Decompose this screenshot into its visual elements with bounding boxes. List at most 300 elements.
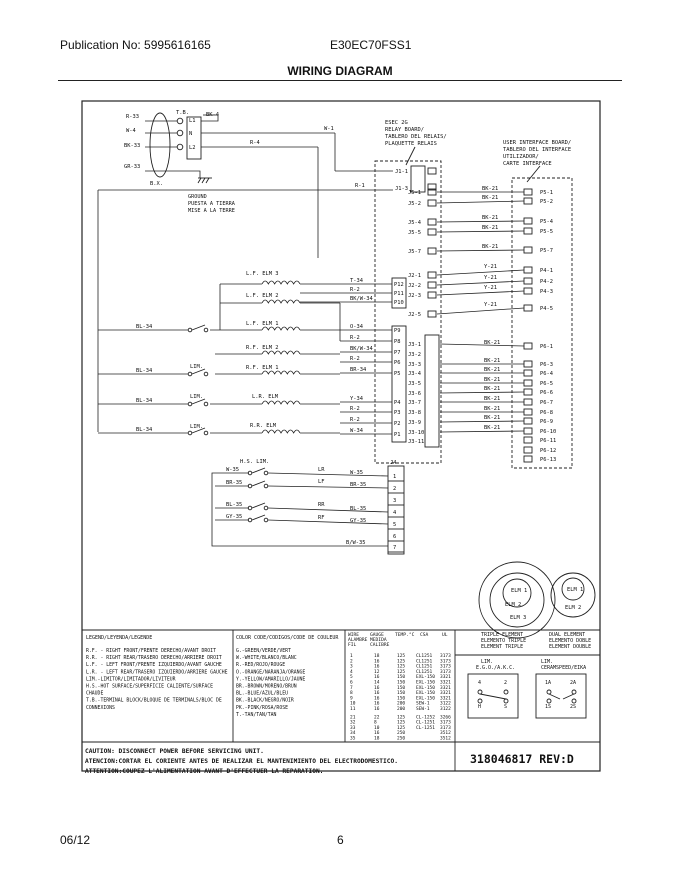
wire-table-cell: 125: [397, 720, 406, 726]
wire-table-cell: 10: [350, 701, 356, 707]
color-code-entry: G.-GREEN/VERDE/VERT: [236, 649, 291, 654]
legend-entry: LIM.-LIMITOR/LIMITADOR/LIVITEUR: [86, 677, 176, 683]
limiter-ceramspeed-diagram: [536, 674, 586, 718]
wire-hs: [268, 520, 388, 524]
wire-hs-label: W-35: [226, 467, 239, 473]
wire-table-cell: 3321: [440, 696, 451, 702]
limiter-terminal-label: H: [478, 704, 482, 710]
pin-label: P6-9: [540, 419, 553, 425]
wire-table-cell: 32: [350, 720, 356, 726]
element-label: L.F. ELM 3: [246, 271, 279, 277]
hot-surface-switch-terminal: [264, 518, 268, 522]
wire-table-cell: 35: [350, 736, 356, 742]
pin: [524, 428, 532, 434]
color-code-entry: T.-TAN/TAN/TAN: [236, 712, 277, 718]
limiter-contact: [563, 694, 574, 699]
wire-table-cell: 250: [397, 736, 406, 742]
limiter-lr-terminal: [204, 402, 208, 406]
wire-table-cell: 125: [397, 669, 406, 675]
wire-bl34-label: BL-34: [136, 398, 153, 404]
wire-table-cell: 3321: [440, 691, 451, 697]
wire-bk21-label: BK-21: [484, 415, 501, 421]
supply-wire-label: R-33: [126, 114, 139, 120]
triple-element-title: TRIPLE ELEMENT: [481, 632, 524, 638]
wire-table-cell: SEW-1: [416, 707, 430, 712]
wire-table-cell: 5: [350, 675, 353, 681]
limiter-rr-terminal: [204, 431, 208, 435]
hot-surface-limiter-label: H.S. LIM.: [240, 459, 270, 465]
wire-table-cell: 3173: [440, 659, 451, 665]
wire-table-cell: 12: [374, 669, 380, 675]
pin-label: 6: [393, 534, 397, 540]
wire-table-cell: CL1251: [416, 664, 433, 670]
pin-label: J5-4: [408, 220, 421, 226]
wire-table-cell: 21: [350, 715, 356, 721]
wire-bk21-label: BK-21: [484, 396, 501, 402]
ground-symbol: [202, 178, 205, 183]
limiter-contact: [480, 694, 506, 699]
wire-element-label: W-34: [350, 428, 363, 434]
element-label: R.F. ELM 1: [246, 365, 279, 371]
wire-table-cell: 16: [374, 659, 380, 665]
wire-y21: [437, 281, 524, 285]
pin: [524, 198, 532, 204]
legend-title: LEGEND/LEYENDA/LEGENDE: [86, 635, 153, 641]
element-label: R.R. ELM: [250, 423, 276, 429]
pin-label: P8: [394, 339, 401, 345]
wire-bk21-label: BK-21: [484, 358, 501, 364]
wire-element-label: T-34: [350, 278, 363, 284]
wire-bk21-label: BK-21: [484, 386, 501, 392]
wire-table-cell: 125: [397, 654, 406, 659]
wire-table-cell: 1: [350, 654, 353, 659]
limiter-terminal: [572, 690, 576, 694]
pin: [428, 282, 436, 288]
legend-entry: T.B.-TERMINAL BLOCK/BLOQUE DE TERMINALS/BLOC DE: [86, 698, 222, 704]
wire-table-cell: 4: [350, 669, 353, 675]
wire-table-cell: 3173: [440, 725, 451, 731]
limiter-lf-contact: [192, 325, 205, 330]
terminal-l1-label: L1: [189, 118, 196, 124]
pin-label: P2: [394, 421, 401, 427]
wire-table-cell: 33: [350, 725, 356, 731]
legend-entry: R.F. - RIGHT FRONT/FRENTE DERECHO/AVANT DROIT: [86, 649, 216, 654]
wire-table-cell: 2: [350, 659, 353, 665]
bx-label: B.X.: [150, 181, 163, 187]
wire-table-cell: CL-1251: [416, 720, 435, 726]
limiter-terminal: [478, 699, 482, 703]
wire-table-header: GAUGE: [370, 633, 384, 638]
ui-board-title: CARTE INTERFACE: [503, 161, 552, 167]
pin-label: 5: [393, 522, 397, 528]
connector-j3: [425, 335, 439, 447]
wire-y21-label: Y-21: [484, 275, 497, 281]
limiter-type-label: CERAMSPEED/EIKA: [541, 665, 587, 671]
element-lf1-coil: [262, 327, 300, 330]
limiter-terminal: [547, 699, 551, 703]
limiter-type-label: LIM.: [541, 659, 554, 665]
wire-table-cell: 3321: [440, 675, 451, 681]
wire-bk21-label: BK-21: [484, 425, 501, 431]
pin-label: P6-13: [540, 457, 557, 463]
label-layer: [85, 110, 591, 775]
element-lf3-coil: [262, 281, 300, 284]
wire-table-cell: EXL-150: [416, 696, 435, 702]
wire-table-cell: 3122: [440, 707, 451, 712]
element-rf2-coil: [262, 351, 300, 354]
wire-bk21-label: BK-21: [484, 340, 501, 346]
wire-table-cell: 3512: [440, 731, 451, 737]
pin-label: J3-9: [408, 420, 421, 426]
supply-wire-label: GR-33: [124, 164, 141, 170]
ui-board-title: USER INTERFACE BOARD/: [503, 140, 572, 146]
wire-table-header: UL: [442, 633, 448, 638]
wire-table-cell: 14: [374, 680, 380, 686]
hot-surface-switch-contact: [252, 503, 265, 508]
relay-board-leader: [406, 147, 415, 165]
pin: [524, 305, 532, 311]
dual-element-title: DUAL ELEMENT: [549, 632, 586, 638]
pin: [524, 288, 532, 294]
pin-label: P6-3: [540, 362, 553, 368]
wire-element-label: Y-34: [350, 396, 363, 402]
pin-label: J1-3: [395, 186, 408, 192]
triple-element-title: ELEMENTO TRIPLE: [481, 638, 527, 644]
wire-table-cell: CL1251: [416, 654, 433, 659]
hs-position-label: RR: [318, 502, 325, 508]
limiter-type-label: LIM.: [481, 659, 494, 665]
wire-table-cell: 3173: [440, 720, 451, 726]
pin-label: J3-10: [408, 430, 425, 436]
wire-y21-label: Y-21: [484, 285, 497, 291]
wire-hs-label: BR-35: [226, 480, 243, 486]
legend-entry: L.R. - LEFT REAR/TRASERO IZQUIERDO/ARRIERE GAUCHE: [86, 670, 228, 676]
pin-label: 3: [393, 498, 397, 504]
pin-label: 7: [393, 545, 397, 551]
wire-bk21-label: BK-21: [482, 244, 499, 250]
wire-table-cell: CL1251: [416, 659, 433, 665]
triple-element-title: ELEMENT TRIPLE: [481, 644, 524, 650]
wire-table-cell: 3173: [440, 654, 451, 659]
ui-board-title: TABLERO DEL INTERFACE: [503, 147, 572, 153]
pin-label: J2-2: [408, 283, 421, 289]
legend-entry: L.F. - LEFT FRONT/FRENTE IZQUIERDO/AVANT GAUCHE: [86, 663, 222, 669]
pin-label: P4: [394, 400, 401, 406]
pin-label: 2: [393, 486, 397, 492]
element-label: R.F. ELM 2: [246, 345, 279, 351]
wire-table-cell: 6: [350, 680, 353, 686]
legend-entry: H.S.-HOT SURFACE/SUPERFICIE CALIENTE/SURFACE: [86, 684, 214, 690]
limiter-label: LIM.: [190, 364, 203, 370]
pin-label: P5: [394, 371, 401, 377]
wire-table-cell: EXL-150: [416, 675, 435, 681]
limiter-type-label: E.G.O./A.K.C.: [476, 665, 516, 671]
wire-table-cell: 11: [350, 707, 356, 712]
wire-table-header: MEDIDA: [370, 638, 387, 643]
wire-element-label: R-2: [350, 356, 360, 362]
hot-surface-switch-contact: [252, 468, 265, 473]
wire-bk21-label: BK-21: [482, 195, 499, 201]
wire-table-cell: 125: [397, 664, 406, 670]
element-ring-label: ELM 2: [565, 605, 582, 611]
pin-label: P4-2: [540, 279, 553, 285]
wire-bl34-label: BL-34: [136, 427, 153, 433]
part-number: 318046817 REV:D: [470, 752, 574, 766]
wire-ground: [145, 171, 200, 178]
pin-label: P5-5: [540, 229, 553, 235]
pin: [524, 218, 532, 224]
wire-table-cell: 3321: [440, 680, 451, 686]
caution-line: CAUTION: DISCONNECT POWER BEFORE SERVICING UNIT.: [85, 748, 264, 755]
pin-label: P5-4: [540, 219, 553, 225]
wire-element-label: O-34: [350, 324, 363, 330]
element-rf1-coil: [262, 371, 300, 374]
pin: [524, 267, 532, 273]
pin-label: J2-3: [408, 293, 421, 299]
wire-table-cell: 125: [397, 715, 406, 721]
wire-bk21: [437, 231, 524, 232]
element-ring-label: ELM 1: [567, 587, 584, 593]
wire-j4-label: GY-35: [350, 518, 367, 524]
element-lf2-coil: [262, 300, 300, 303]
wire-table-cell: 200: [397, 701, 406, 707]
color-code-entry: BL.-BLUE/AZUL/BLEU: [236, 691, 288, 697]
wire-element-label: BR-34: [350, 367, 367, 373]
limiter-terminal: [572, 699, 576, 703]
wire-table-cell: 150: [397, 685, 406, 691]
pin-label: J1-1: [395, 169, 408, 175]
wire-element-label: BK/W-34: [350, 346, 373, 352]
pin-label: P5-2: [540, 199, 553, 205]
wire-hs: [268, 486, 388, 488]
ground-label: GROUND: [188, 194, 207, 200]
pin: [524, 228, 532, 234]
wire-bk21-label: BK-21: [482, 225, 499, 231]
wire-table-cell: 16: [374, 707, 380, 712]
legend-entry: CHAUDE: [86, 691, 104, 697]
pin: [428, 272, 436, 278]
wire-table-header: ALAMBRE: [348, 638, 368, 643]
wire-bk21: [437, 221, 524, 222]
pin-label: P6-12: [540, 448, 557, 454]
limiter-terminal-label: 2: [504, 680, 508, 686]
terminal-n-label: N: [189, 131, 193, 137]
wire-table-cell: 18: [374, 736, 380, 742]
pin: [524, 247, 532, 253]
pin-label: P7: [394, 350, 401, 356]
pin: [428, 292, 436, 298]
ground-symbol: [206, 178, 209, 183]
wire-hs: [268, 508, 388, 512]
wire-table-cell: CL-1251: [416, 725, 435, 731]
wire-table-cell: 10: [374, 725, 380, 731]
wire-bk21-label: BK-21: [484, 377, 501, 383]
limiter-rr-terminal: [188, 431, 192, 435]
hs-position-label: RF: [318, 515, 325, 521]
wire-table-cell: SEW-1: [416, 701, 430, 707]
wire-table-cell: 8: [374, 720, 377, 726]
wire-bk21: [437, 201, 524, 203]
limiter-lf-terminal: [188, 328, 192, 332]
wire-table-cell: 34: [350, 731, 356, 737]
wire-table-cell: 16: [374, 685, 380, 691]
supply-wire-label: W-4: [126, 128, 136, 134]
wire-table-cell: 7: [350, 685, 353, 691]
supply-cable-sheath: [150, 113, 170, 177]
relay-board-title: ESEC 2G: [385, 120, 408, 126]
wire-table-cell: 150: [397, 696, 406, 702]
pin-label: P12: [394, 282, 404, 288]
wire-bk21: [440, 421, 524, 422]
pin: [524, 389, 532, 395]
wire-y21: [437, 270, 524, 275]
wire-hs: [268, 473, 388, 476]
pin-label: P6-6: [540, 390, 553, 396]
wire-bk21-label: BK-21: [482, 215, 499, 221]
pin-label: J3-6: [408, 391, 421, 397]
pin-label: P1: [394, 432, 401, 438]
pin: [524, 418, 532, 424]
pin-label: P4-3: [540, 289, 553, 295]
wire-j4-label: BR-35: [350, 482, 367, 488]
pin: [428, 168, 436, 174]
wire-table-cell: 3321: [440, 685, 451, 691]
ui-board-title: UTILIZADOR/: [503, 154, 539, 160]
ground-label: MISE A LA TERRE: [188, 208, 235, 214]
wire-y21: [437, 291, 524, 295]
limiter-terminal-label: 2S: [570, 704, 577, 710]
pin-label: J5-2: [408, 201, 421, 207]
wire-table-cell: CL1251: [416, 669, 433, 675]
pin-label: J3-5: [408, 381, 421, 387]
hot-surface-switch-terminal: [264, 484, 268, 488]
pin-label: J3-11: [408, 439, 425, 445]
pin: [428, 229, 436, 235]
pin-label: P6-4: [540, 371, 553, 377]
wire-table-cell: 16: [374, 696, 380, 702]
pin-label: 4: [393, 510, 397, 516]
wire-table-cell: 125: [397, 725, 406, 731]
limiter-terminal: [547, 690, 551, 694]
publication-number: Publication No: 5995616165: [60, 38, 211, 52]
pin-label: J3-3: [408, 362, 421, 368]
pin-label: 1: [393, 474, 397, 480]
terminal-screw: [177, 118, 183, 124]
limiter-terminal-label: 1A: [545, 680, 552, 686]
wire-table-cell: 150: [397, 691, 406, 697]
pin: [524, 343, 532, 349]
caution-line: ATTENTION:COUPEZ L'ALIMENTATION AVANT D'EFFECTUER LA REPARATION.: [85, 768, 324, 775]
page-title: WIRING DIAGRAM: [287, 64, 393, 78]
wire-bk21: [437, 250, 524, 251]
pin: [428, 311, 436, 317]
terminal-l2-label: L2: [189, 145, 196, 151]
wire-table-header: WIRE: [348, 633, 360, 638]
wire-w1-label: W-1: [324, 126, 334, 132]
wire-table-header: CALIBRE: [370, 643, 390, 648]
pin-label: P11: [394, 291, 404, 297]
color-code-entry: O.-ORANGE/NARANJA/ORANGE: [236, 670, 306, 676]
wire-table-cell: 3512: [440, 736, 451, 742]
pin-label: J3-4: [408, 371, 421, 377]
limiter-terminal: [504, 690, 508, 694]
wire-table-cell: 3122: [440, 701, 451, 707]
pin-label: P6: [394, 360, 401, 366]
wire-element-label: BK/W-34: [350, 296, 373, 302]
wire-table-cell: 16: [374, 731, 380, 737]
caution-line: ATENCION:CORTAR EL CORIENTE ANTES DE REALIZAR EL MANTENIMIENTO DEL ELECTRODOMESTICO.: [85, 758, 398, 765]
color-code-entry: PK.-PINK/ROSA/ROSE: [236, 705, 288, 711]
pin: [428, 219, 436, 225]
pin-label: P6-8: [540, 410, 553, 416]
wire-table-cell: CL-1252: [416, 715, 435, 721]
wire-bk21: [440, 344, 524, 346]
pin-label: J3-8: [408, 410, 421, 416]
pin: [428, 200, 436, 206]
wire-element-label: R-2: [350, 406, 360, 412]
wire-j4-label: B/W-35: [346, 540, 366, 546]
pin-label: J2-5: [408, 312, 421, 318]
pin-label: P6-10: [540, 429, 557, 435]
limiter-label: LIM.: [190, 424, 203, 430]
dual-element-title: ELEMENT DOUBLE: [549, 644, 592, 650]
wire-table-cell: EXL-150: [416, 680, 435, 686]
terminal-screw: [177, 130, 183, 136]
pin: [524, 399, 532, 405]
legend-entry: R.R. - RIGHT REAR/TRASERO DERECHO/ARRIERE DROIT: [86, 656, 222, 662]
element-lr-coil: [262, 401, 300, 404]
limiter-lf-terminal: [204, 328, 208, 332]
pin-label: P4-5: [540, 306, 553, 312]
hot-surface-switch-terminal: [264, 506, 268, 510]
pin: [524, 380, 532, 386]
wire-table-cell: 3173: [440, 664, 451, 670]
element-rr-coil: [262, 430, 300, 433]
pin-label: P6-5: [540, 381, 553, 387]
limiter-lr-terminal: [188, 402, 192, 406]
pin-label: J3-2: [408, 352, 421, 358]
limiter-terminal: [504, 699, 508, 703]
footer-page-number: 6: [337, 833, 344, 847]
wire-table-header: TEMP.°C: [395, 633, 415, 638]
color-code-entry: BK.-BLACK/NEGRO/NOIR: [236, 698, 294, 704]
wire-r4-label: R-4: [250, 140, 260, 146]
wire-table-cell: 16: [374, 664, 380, 670]
wire-table-cell: EXL-150: [416, 685, 435, 691]
pin-label: P4-1: [540, 268, 553, 274]
wire-table-cell: 8: [350, 691, 353, 697]
limiter-terminal-label: S: [504, 704, 508, 710]
pin: [524, 361, 532, 367]
wire-layer: [98, 115, 524, 546]
color-code-entry: BR.-BROWN/MORENO/BRUN: [236, 684, 297, 690]
wire-bk21-label: BK-21: [484, 367, 501, 373]
wire-table-cell: EXL-150: [416, 691, 435, 697]
element-label: L.R. ELM: [252, 394, 278, 400]
pin-label: J5-1: [408, 190, 421, 196]
limiter-terminal: [478, 690, 482, 694]
wire-table-cell: 150: [397, 680, 406, 686]
pin: [428, 248, 436, 254]
pin: [524, 447, 532, 453]
pin-label: J3-7: [408, 400, 421, 406]
wire-table-cell: 18: [374, 654, 380, 659]
relay-board-title: PLAQUETTE RELAIS: [385, 141, 437, 147]
color-code-title: COLOR CODE/CODIGOS/CODE DE COULEUR: [236, 635, 339, 641]
relay-board-title: TABLERO DEL RELAIS/: [385, 134, 447, 140]
wire-bk21: [440, 431, 524, 432]
limiter-rf-terminal: [204, 372, 208, 376]
